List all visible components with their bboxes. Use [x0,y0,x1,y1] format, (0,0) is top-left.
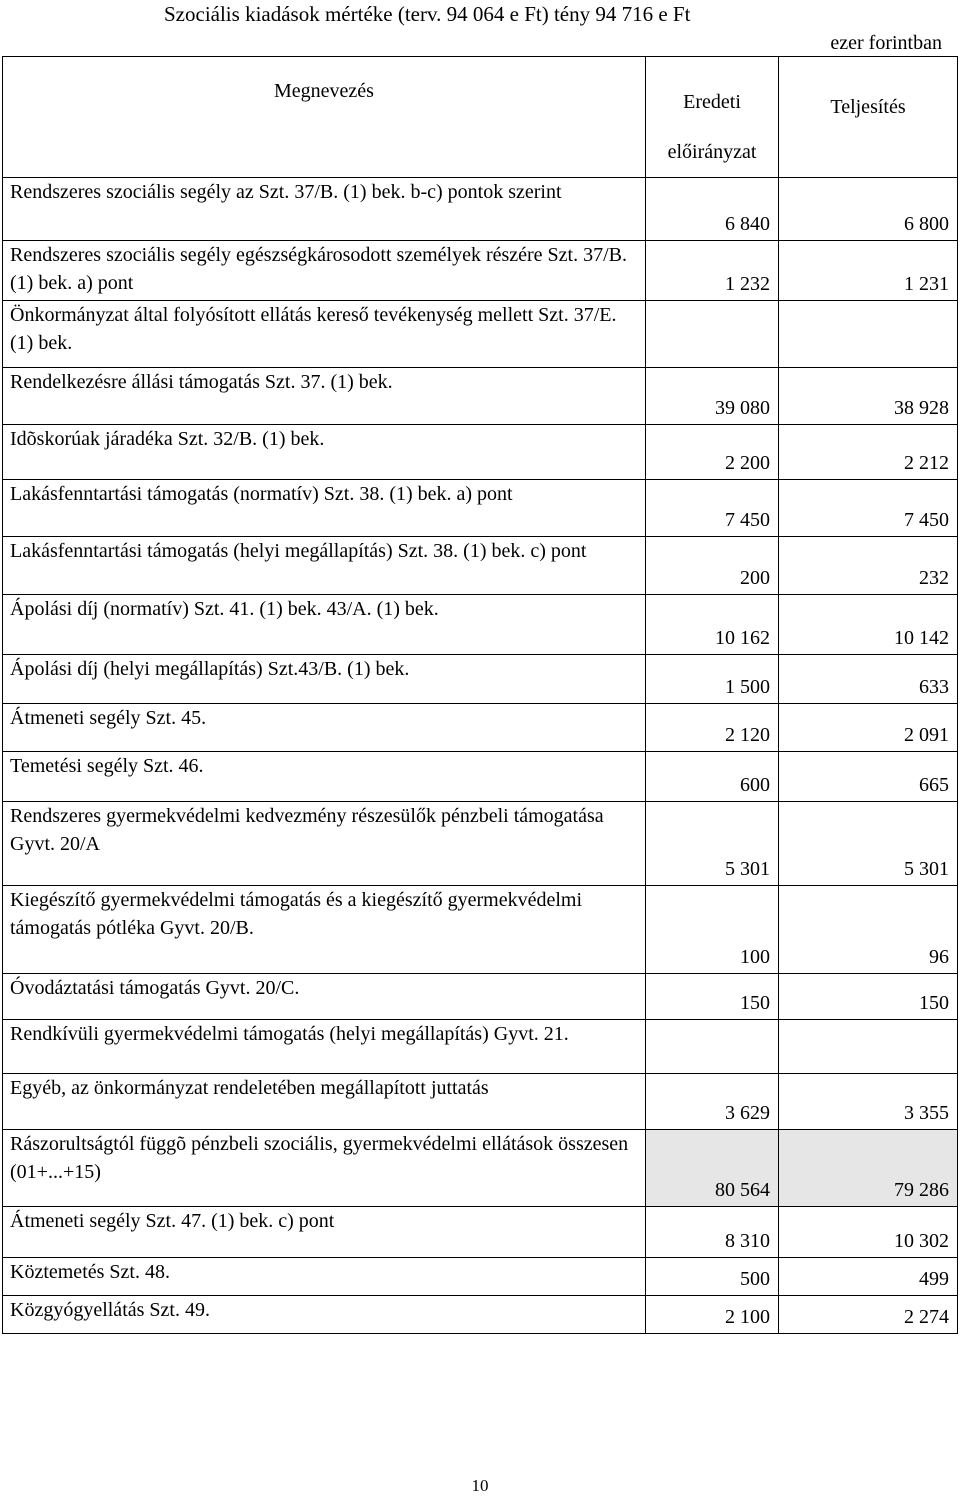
row-original-value: 6 840 [646,178,779,241]
row-original-value: 600 [646,752,779,802]
row-actual-value: 5 301 [779,802,958,886]
document-title: Szociális kiadások mértéke (terv. 94 064 e Ft) tény 94 716 e Ft [164,2,691,26]
row-actual-value: 2 212 [779,425,958,480]
row-original-value: 200 [646,537,779,595]
row-original-value: 3 629 [646,1074,779,1130]
row-name: Ápolási díj (normatív) Szt. 41. (1) bek. 43/A. (1) bek. [3,595,646,655]
row-original-value: 7 450 [646,480,779,537]
row-original-value [646,1020,779,1074]
row-actual-value: 38 928 [779,368,958,425]
row-actual-value: 7 450 [779,480,958,537]
row-actual-value [779,301,958,368]
table-row [3,480,958,537]
table-row [3,178,958,241]
row-actual-value: 10 302 [779,1207,958,1258]
row-original-value: 2 120 [646,704,779,752]
row-original-value: 5 301 [646,802,779,886]
row-name: Rendszeres gyermekvédelmi kedvezmény részesülők pénzbeli támogatása Gyvt. 20/A [3,802,646,886]
table-row [3,704,958,752]
header-name [3,57,646,178]
row-actual-value: 232 [779,537,958,595]
social-expenses-table [2,56,958,1334]
table-row [3,1296,958,1334]
row-name: Rendelkezésre állási támogatás Szt. 37. (1) bek. [3,368,646,425]
row-name: Átmeneti segély Szt. 45. [3,704,646,752]
header-actual [779,57,958,178]
row-name: Idõskorúak járadéka Szt. 32/B. (1) bek. [3,425,646,480]
table-row [3,974,958,1020]
header-row [3,57,958,178]
table-row [3,1130,958,1207]
table-row [3,595,958,655]
row-actual-value: 96 [779,886,958,974]
row-original-value: 1 500 [646,655,779,704]
header-original-line1: Eredeti [683,91,741,113]
row-name: Önkormányzat által folyósított ellátás kereső tevékenység mellett Szt. 37/E. (1) bek. [3,301,646,368]
table-row [3,886,958,974]
row-name: Lakásfenntartási támogatás (helyi megállapítás) Szt. 38. (1) bek. c) pont [3,537,646,595]
row-name: Rendszeres szociális segély az Szt. 37/B. (1) bek. b-c) pontok szerint [3,178,646,241]
table-row [3,425,958,480]
row-name: Kiegészítő gyermekvédelmi támogatás és a kiegészítő gyermekvédelmi támogatás pótléka Gyvt. 20/B. [3,886,646,974]
page-number: 10 [471,1476,489,1495]
row-original-value: 500 [646,1258,779,1296]
table-row [3,241,958,301]
row-actual-value: 633 [779,655,958,704]
row-actual-value: 1 231 [779,241,958,301]
row-actual-value: 3 355 [779,1074,958,1130]
row-original-value: 2 100 [646,1296,779,1334]
table-row [3,301,958,368]
row-name: Rendszeres szociális segély egészségkárosodott személyek részére Szt. 37/B. (1) bek. a) pont [3,241,646,301]
row-name: Ápolási díj (helyi megállapítás) Szt.43/B. (1) bek. [3,655,646,704]
header-original [646,57,779,178]
row-name: Rászorultságtól függõ pénzbeli szociális, gyermekvédelmi ellátások összesen (01+...+15) [3,1130,646,1207]
row-original-value: 8 310 [646,1207,779,1258]
table-row [3,368,958,425]
table-row [3,1074,958,1130]
row-actual-value: 665 [779,752,958,802]
row-name: Lakásfenntartási támogatás (normatív) Szt. 38. (1) bek. a) pont [3,480,646,537]
row-name: Temetési segély Szt. 46. [3,752,646,802]
row-actual-value: 79 286 [779,1130,958,1207]
table-row [3,655,958,704]
row-actual-value: 6 800 [779,178,958,241]
row-actual-value: 150 [779,974,958,1020]
row-original-value: 1 232 [646,241,779,301]
row-name: Átmeneti segély Szt. 47. (1) bek. c) pont [3,1207,646,1258]
row-name: Óvodáztatási támogatás Gyvt. 20/C. [3,974,646,1020]
header-actual-label: Teljesítés [830,96,906,118]
table-row [3,1258,958,1296]
row-original-value: 80 564 [646,1130,779,1207]
table-body [3,178,958,1334]
row-actual-value [779,1020,958,1074]
row-original-value: 150 [646,974,779,1020]
row-name: Egyéb, az önkormányzat rendeletében megállapított juttatás [3,1074,646,1130]
table-row [3,537,958,595]
row-actual-value: 10 142 [779,595,958,655]
row-original-value: 2 200 [646,425,779,480]
row-actual-value: 499 [779,1258,958,1296]
table-row [3,1020,958,1074]
row-actual-value: 2 274 [779,1296,958,1334]
header-original-line2: előirányzat [667,141,757,163]
row-name: Rendkívüli gyermekvédelmi támogatás (helyi megállapítás) Gyvt. 21. [3,1020,646,1074]
row-name: Közgyógyellátás Szt. 49. [3,1296,646,1334]
row-name: Köztemetés Szt. 48. [3,1258,646,1296]
row-original-value: 10 162 [646,595,779,655]
row-actual-value: 2 091 [779,704,958,752]
row-original-value [646,301,779,368]
row-original-value: 39 080 [646,368,779,425]
table-row [3,802,958,886]
header-name-label: Megnevezés [274,80,374,102]
table-row [3,752,958,802]
row-original-value: 100 [646,886,779,974]
table-row [3,1207,958,1258]
unit-label: ezer forintban [830,32,942,54]
